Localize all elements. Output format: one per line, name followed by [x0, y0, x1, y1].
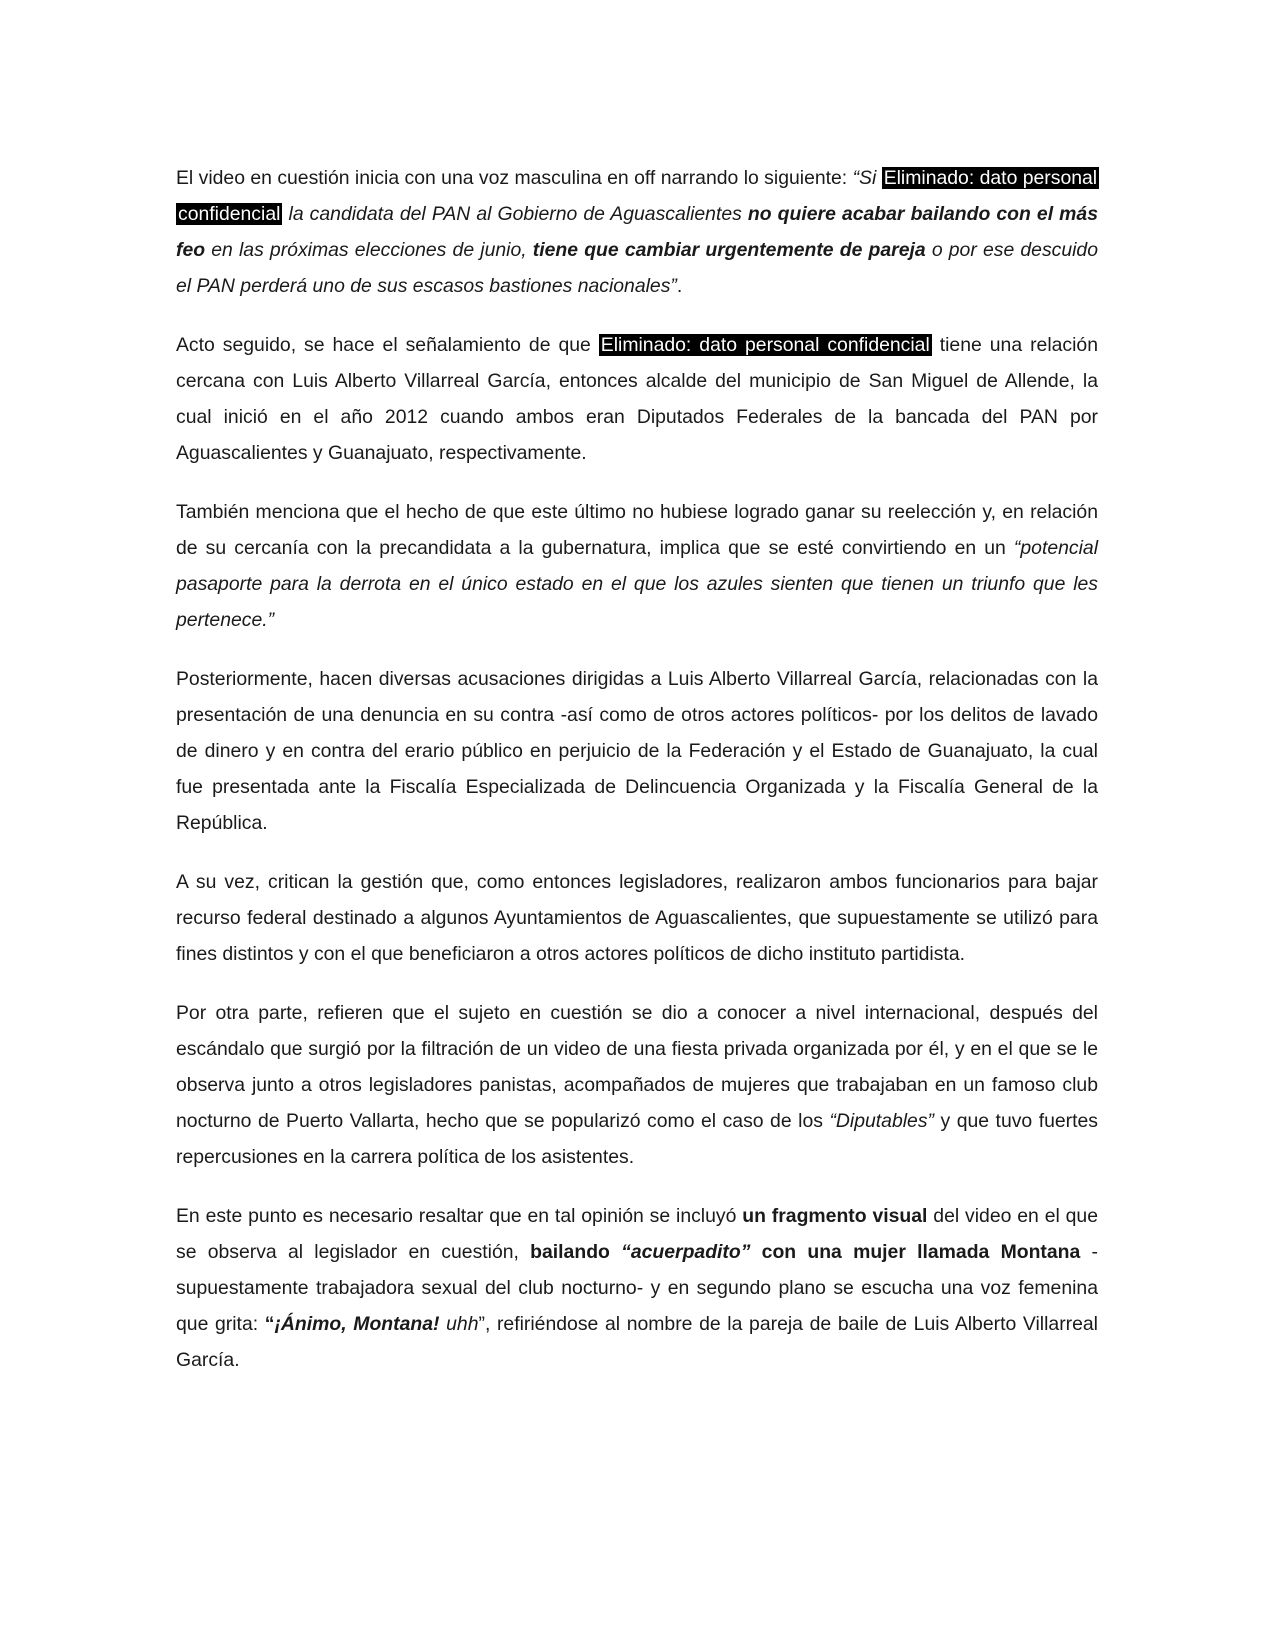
bold-text: “ — [264, 1313, 275, 1335]
paragraph-4 — [176, 661, 1098, 841]
quote-text: “Diputables” — [829, 1110, 934, 1132]
text-run: Posteriormente, hacen diversas acusaciones dirigidas a Luis Alberto Villarreal García, relacionadas con la presentación de una denuncia en su contra -así como de otros actores políticos- por los delitos de lavado de dinero y en contra del erario público en perjuicio de la Federación y el Estado de Guanajuato, la cual fue presentada ante la Fiscalía Especializada de Delincuencia Organizada y la Fiscalía General de la República. — [176, 668, 1098, 834]
bold-quote-text: no quiere acabar bailando con el más feo — [176, 203, 1098, 261]
text-run: tiene una relación cercana con Luis Alberto Villarreal García, entonces alcalde del municipio de San Miguel de Allende, la cual inició en el año 2012 cuando ambos eran Diputados Federales de la bancada del PAN por Aguascalientes y Guanajuato, respectivamente. — [176, 334, 1098, 464]
text-run: -supuestamente trabajadora sexual del club nocturno- y en segundo plano se escucha una voz femenina que grita: — [176, 1241, 1098, 1335]
text-run: A su vez, critican la gestión que, como entonces legisladores, realizaron ambos funcionarios para bajar recurso federal destinado a algunos Ayuntamientos de Aguascalientes, que supuestamente se utilizó para fines distintos y con el que beneficiaron a otros actores políticos de dicho instituto partidista. — [176, 871, 1098, 965]
text-run: del video en el que se observa al legislador en cuestión, — [176, 1205, 1098, 1263]
bold-quote-text: ¡Ánimo, Montana! — [274, 1313, 440, 1335]
bold-text: con una mujer llamada Montana — [750, 1241, 1081, 1263]
bold-text: un fragmento visual — [742, 1205, 928, 1227]
text-run: En este punto es necesario resaltar que en tal opinión se incluyó — [176, 1205, 743, 1227]
paragraph-5 — [176, 864, 1098, 972]
text-run: También menciona que el hecho de que este último no hubiese logrado ganar su reelección y, en relación de su cercanía con la precandidata a la gubernatura, implica que se esté convirtiendo en un — [176, 501, 1098, 559]
text-run: Por otra parte, refieren que el sujeto en cuestión se dio a conocer a nivel internacional, después del escándalo que surgió por la filtración de un video de una fiesta privada organizada por él, y en el que se le observa junto a otros legisladores panistas, acompañados de mujeres que trabajaban en un famoso club nocturno de Puerto Vallarta, hecho que se popularizó como el caso de los — [176, 1002, 1098, 1132]
redaction-box: Eliminado: dato personal confidencial — [600, 334, 930, 356]
document-page — [176, 160, 1098, 1401]
redaction-box: Eliminado: dato personal confidencial — [178, 167, 1098, 225]
quote-text: o por ese descuido el PAN perderá uno de sus escasos bastiones nacionales” — [176, 239, 1099, 297]
quote-text: uhh — [439, 1313, 479, 1335]
paragraph-1 — [176, 160, 1098, 304]
text-run: . — [676, 275, 683, 297]
text-run: y que tuvo fuertes repercusiones en la carrera política de los asistentes. — [176, 1110, 1098, 1168]
paragraph-2 — [176, 327, 1098, 471]
bold-text: bailando — [530, 1241, 622, 1263]
paragraph-6 — [176, 995, 1098, 1175]
quote-text: “potencial pasaporte para la derrota en el único estado en el que los azules sienten que tienen un triunfo que les pertenece.” — [176, 537, 1098, 631]
bold-quote-text: tiene que cambiar urgentemente de pareja — [532, 239, 926, 261]
text-run: El video en cuestión inicia con una voz masculina en off narrando lo siguiente: — [176, 167, 853, 189]
quote-text: la candidata del PAN al Gobierno de Aguascalientes — [282, 203, 748, 225]
bold-quote-text: “acuerpadito” — [621, 1241, 751, 1263]
text-run: Acto seguido, se hace el señalamiento de que — [176, 334, 599, 356]
text-run: ”, refiriéndose al nombre de la pareja de baile de Luis Alberto Villarreal García. — [176, 1313, 1098, 1371]
paragraph-3 — [176, 494, 1098, 638]
paragraph-7 — [176, 1198, 1098, 1378]
quote-text: “Si — [852, 167, 882, 189]
quote-text: en las próximas elecciones de junio, — [205, 239, 533, 261]
